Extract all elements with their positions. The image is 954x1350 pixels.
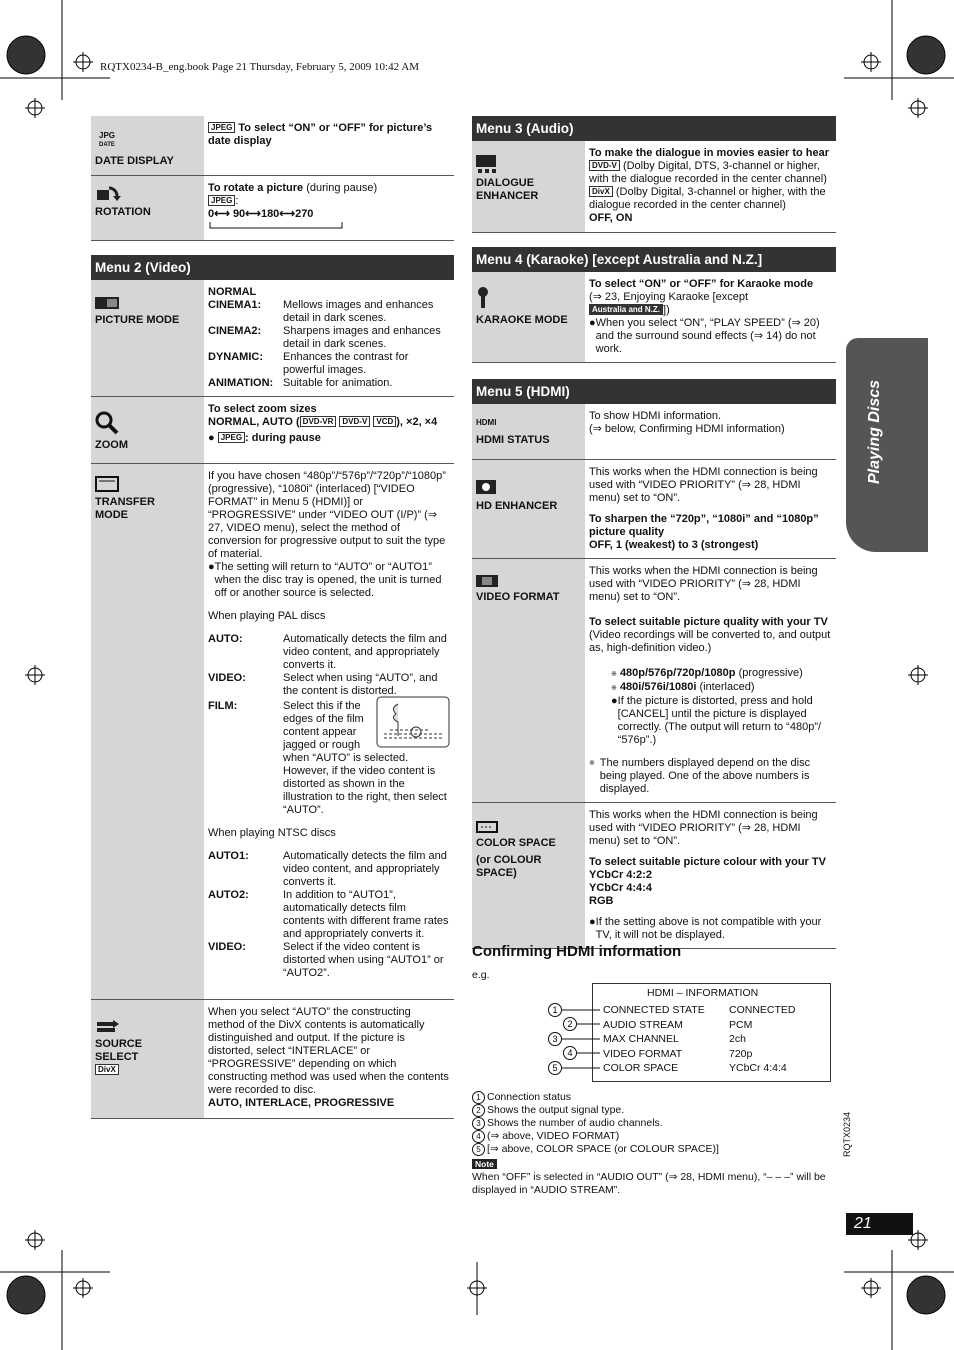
hd-enhancer-icon	[476, 478, 498, 496]
menu2-title: Menu 2 (Video)	[91, 255, 454, 280]
vcd-tag: VCD	[373, 416, 396, 427]
eg-label: e.g.	[472, 969, 490, 981]
note-text: When “OFF” is selected in “AUDIO OUT” (⇒ 28, HDMI menu), “– – –” will be displayed in “AUDIO STREAM”.	[472, 1171, 826, 1196]
microphone-icon	[476, 286, 490, 310]
dialogue-icon	[476, 155, 498, 173]
list-item: AUTO: Automatically detects the film and video content, and appropriately converts it.	[208, 632, 447, 671]
menu1-table-cont	[91, 116, 454, 241]
date-display-label: DATE DISPLAY	[95, 155, 174, 167]
page-number: 21	[846, 1213, 913, 1235]
menu3-title: Menu 3 (Audio)	[472, 116, 836, 141]
table-row: AUDIO STREAM PCM	[603, 1019, 753, 1031]
menu5-title: Menu 5 (HDMI)	[472, 379, 836, 404]
chapter-side-tab: Playing Discs	[846, 338, 928, 552]
transfer-mode-icon	[95, 476, 119, 492]
picture-mode-options	[208, 299, 450, 390]
list-item: 4 (⇒ above, VIDEO FORMAT)	[472, 1130, 836, 1143]
source-select-icon	[95, 1020, 119, 1034]
hdmi-status-row: HDMI HDMI STATUS To show HDMI information. (⇒ below, Confirming HDMI information)	[472, 404, 836, 459]
left-column	[91, 116, 454, 1119]
right-column	[472, 116, 836, 949]
karaoke-mode-row: KARAOKE MODE To select “ON” or “OFF” for Karaoke mode (⇒ 23, Enjoying Karaoke [except Australia and N.Z. ]) ● When you select “ON”, “PLAY SPEED” (⇒ 20) and the surround sound effects (⇒ 14) do not work.	[472, 272, 836, 363]
menu5-table	[472, 404, 836, 949]
dvdvr-tag: DVD-VR	[300, 416, 337, 427]
callout-number: 3	[552, 1034, 558, 1044]
magnifier-icon	[95, 411, 119, 435]
date-display-desc: To select “ON” or “OFF” for picture’s date display	[208, 122, 433, 147]
list-item: VIDEO: Select when using “AUTO”, and the content is distorted.	[208, 671, 438, 697]
divx-tag: DivX	[589, 186, 613, 197]
list-item: DYNAMIC: Enhances the contrast for powerful images.	[208, 350, 409, 376]
note-tag: Note	[472, 1159, 497, 1169]
video-format-row: VIDEO FORMAT This works when the HDMI connection is being used with “VIDEO PRIORITY” (⇒ 28, HDMI menu) set to “ON”. To select suitable picture quality with your TV (Video recordings will be converted to, and output as, high-definition video.) ※ 480p/576p/720p/1080p (progressive) ※ 480i/576i/1080i (interlaced) ● If the picture is distorted, press and hold [CANCEL] until the picture is displayed correctly. (The output will return to “480p”/ “576p”.) ※ The numbers displayed depend on the disc being played. One of the above numbers is displayed.	[472, 558, 836, 802]
distorted-image-illustration	[376, 696, 450, 748]
callout-number: 1	[552, 1005, 558, 1015]
picture-mode-icon	[95, 296, 119, 310]
color-space-row: COLOR SPACE (or COLOUR SPACE) This works when the HDMI connection is being used with “VIDEO PRIORITY” (⇒ 28, HDMI menu) set to “ON”. To select suitable picture colour with your TV YCbCr 4:2:2 YCbCr 4:4:4 RGB ● If the setting above is not compatible with your TV, it will not be displayed.	[472, 802, 836, 948]
dvdv-tag: DVD-V	[339, 416, 370, 427]
hdmi-information-box: HDMI – INFORMATION CONNECTED STATE CONNECTED AUDIO STREAM PCM MAX CHANNEL 2ch VIDEO FORMAT 720p COLOR SPACE YCbCr 4:4:4	[592, 983, 831, 1082]
jpeg-tag: JPEG	[218, 432, 245, 443]
print-header: RQTX0234-B_eng.book Page 21 Thursday, February 5, 2009 10:42 AM	[100, 61, 419, 73]
rotation-row: ROTATION To rotate a picture (during pause) JPEG : 0⟷ 90⟷180⟷270	[91, 175, 454, 240]
video-format-icon	[476, 575, 498, 587]
menu4-title: Menu 4 (Karaoke) [except Australia and N.Z.]	[472, 247, 836, 272]
table-row: VIDEO FORMAT 720p	[603, 1048, 753, 1060]
dvdv-tag: DVD-V	[589, 160, 620, 171]
divx-tag: DivX	[95, 1064, 119, 1075]
callout-number: 2	[567, 1019, 573, 1029]
jpg-date-icon: JPG DATE	[99, 131, 116, 148]
source-select-row: SOURCE SELECT DivX When you select “AUTO” the constructing method of the DivX contents is automatically distinguished and output. If the picture is distorted, select “INTERLACE” or “PROGRESSIVE” depending on which constructing method was used when the contents were recorded to disc. AUTO, INTERLACE, PROGRESSIVE	[91, 999, 454, 1118]
table-row: CONNECTED STATE CONNECTED	[603, 1004, 796, 1016]
loop-arrow-icon	[208, 222, 348, 230]
list-item: 5 [⇒ above, COLOR SPACE (or COLOUR SPACE)]	[472, 1143, 836, 1156]
date-display-row	[91, 116, 454, 175]
list-item: CINEMA2: Sharpens images and enhances detail in dark scenes.	[208, 324, 441, 350]
rotation-sequence: 0⟷ 90⟷180⟷270	[208, 207, 314, 220]
jpeg-tag: JPEG	[208, 122, 235, 133]
hd-enhancer-row: HD ENHANCER This works when the HDMI connection is being used with “VIDEO PRIORITY” (⇒ 28, HDMI menu) set to “ON”. To sharpen the “720p”, “1080i” and “1080p” picture quality OFF, 1 (weakest) to 3 (strongest)	[472, 459, 836, 558]
hdmi-icon: HDMI	[476, 418, 497, 427]
doc-code: RQTX0234	[842, 1111, 852, 1157]
zoom-label: ZOOM	[95, 438, 128, 451]
list-item: 1 Connection status	[472, 1091, 836, 1104]
callout-number: 4	[567, 1048, 573, 1058]
list-item: AUTO1: Automatically detects the film and video content, and appropriately converts it.	[208, 849, 447, 888]
list-item: 3 Shows the number of audio channels.	[472, 1117, 836, 1130]
list-item: ANIMATION: Suitable for animation.	[208, 376, 393, 389]
menu3-table	[472, 141, 836, 233]
jpeg-tag: JPEG	[208, 195, 235, 206]
table-row: COLOR SPACE YCbCr 4:4:4	[603, 1062, 787, 1074]
callout-lines	[548, 1000, 608, 1075]
legend-list	[472, 1091, 836, 1197]
transfer-intro: If you have chosen “480p”/“576p”/“720p”/“1080p” (progressive), “1080i” (interlaced) [“VIDEO FORMAT” in Menu 5 (HDMI)] or “PROGRESSIVE” under “VIDEO OUT (I/P)” (⇒ 27, VIDEO menu), select the method of conversion for progressive output to suit the type of material.	[208, 469, 446, 560]
dialogue-enhancer-row: DIALOGUE ENHANCER To make the dialogue in movies easier to hear DVD-V (Dolby Digital, DTS, 3-channel or higher, with the dialogue recorded in the center channel) DivX (Dolby Digital, 3-channel or higher, with the dialogue recorded in the center channel) OFF, ON	[472, 141, 836, 232]
picture-mode-label: PICTURE MODE	[95, 313, 180, 326]
rotation-label: ROTATION	[95, 205, 151, 218]
rotate-icon	[95, 184, 121, 202]
list-item: FILM: Select this if the edges of the film content appear jagged or rough when “AUTO” is selected. However, if the video content is distorted as shown in the illustration to the right, then select “AUTO”.	[208, 700, 450, 817]
transfer-mode-row: TRANSFER MODE If you have chosen “480p”/“576p”/“720p”/“1080p” (progressive), “1080i” (interlaced) [“VIDEO FORMAT” in Menu 5 (HDMI)] or “PROGRESSIVE” under “VIDEO OUT (I/P)” (⇒ 27, VIDEO menu), select the method of conversion for progressive output to suit the type of material. ● The setting will return to “AUTO” or “AUTO1” when the disc tray is opened, the unit is turned off or another source is selected. When playing PAL discs AUTO: Automatically detects the film and video content, and appropriately converts it. VIDEO: Select when using “AUTO”, and the content is distorted. FILM: Select this if the edges of the film content appear jagged or rough when “AUTO” is selected. However, if the video content is distorted as shown in the illustration to the right, then select “AUTO”. When playing NTSC discs AUTO1: Automatically detects the film and video content, and appropriately converts it. AUTO2: In addition to “AUTO1”, automatically detects film contents with different frame rates and appropriately converts it. VIDEO: Select if the video content is distorted when using “AUTO1” or “AUTO2”.	[91, 463, 454, 999]
list-item: VIDEO: Select if the video content is distorted when using “AUTO1” or “AUTO2”.	[208, 940, 444, 979]
zoom-row: ZOOM To select zoom sizes NORMAL, AUTO ( DVD-VR DVD-V VCD ), ×2, ×4 ● JPEG : during pause	[91, 396, 454, 463]
aus-nz-tag: Australia and N.Z.	[589, 304, 663, 315]
confirm-hdmi-title: Confirming HDMI information	[472, 943, 682, 960]
menu4-table	[472, 272, 836, 364]
callout-number: 5	[552, 1063, 558, 1073]
table-row: MAX CHANNEL 2ch	[603, 1033, 746, 1045]
color-space-icon	[476, 821, 498, 833]
list-item: CINEMA1: Mellows images and enhances detail in dark scenes.	[208, 298, 434, 324]
picture-mode-row: PICTURE MODE NORMAL CINEMA1: Mellows images and enhances detail in dark scenes. CINEMA2: Sharpens images and enhances detail in dark scenes. DYNAMIC: Enhances the contrast for powerful images. ANIMATION: Suitable for animation.	[91, 280, 454, 397]
list-item: 2 Shows the output signal type.	[472, 1104, 836, 1117]
menu2-table	[91, 280, 454, 1119]
list-item: AUTO2: In addition to “AUTO1”, automatically detects film contents with different frame rates and appropriately converts it.	[208, 888, 449, 940]
